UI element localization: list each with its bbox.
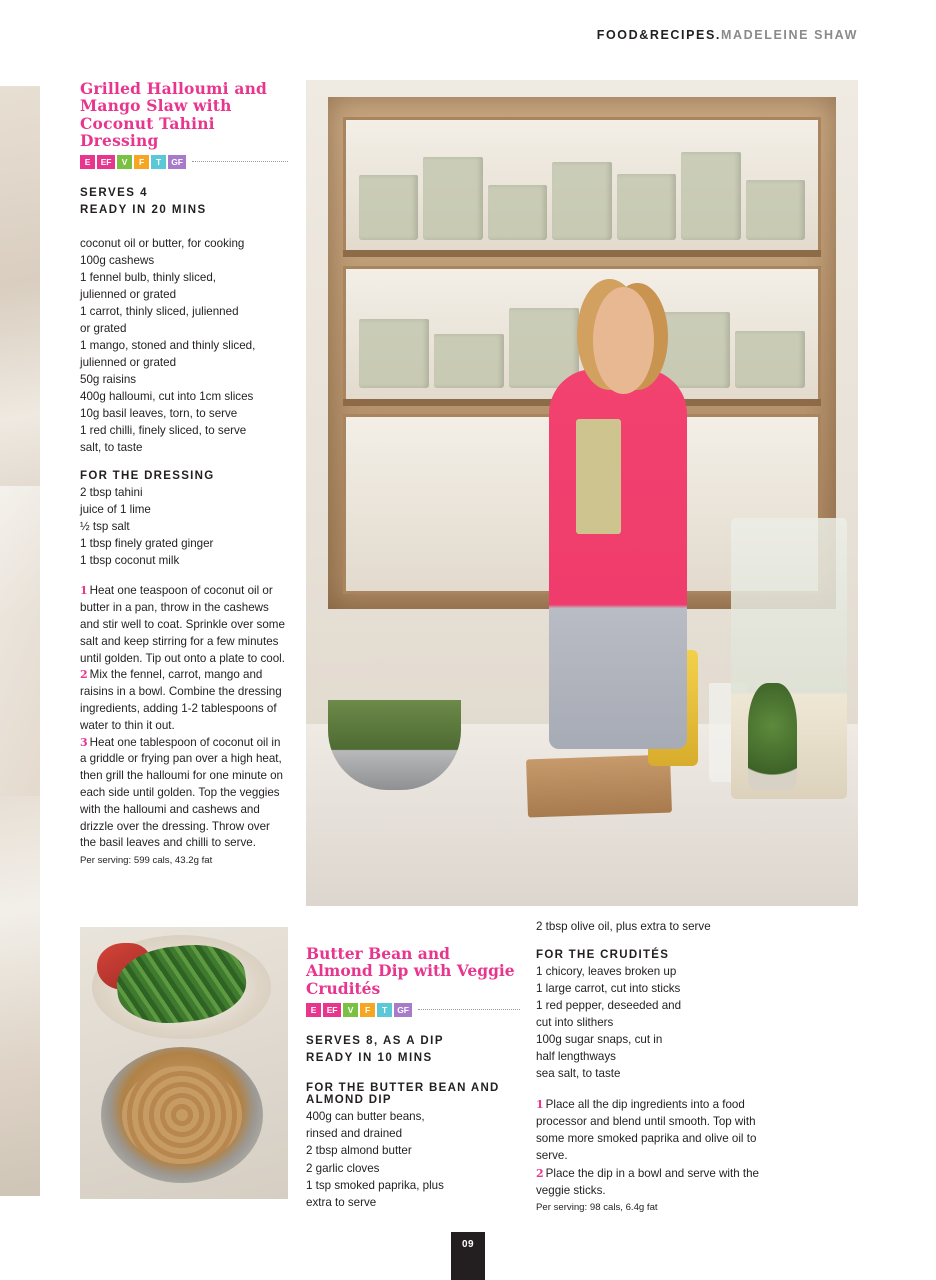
jar	[660, 312, 730, 389]
diet-tag-ef: EF	[97, 155, 115, 169]
ingredient-line: 1 chicory, leaves broken up	[536, 965, 677, 979]
recipe-two-ready: READY IN 10 MINS	[306, 1051, 433, 1064]
ingredient-line: salt, to taste	[80, 441, 143, 455]
dip-swirl	[122, 1066, 243, 1164]
jar	[552, 162, 612, 240]
ingredient-line: half lengthways	[536, 1050, 616, 1064]
jar	[434, 334, 504, 388]
tag-dotted-rule	[418, 1008, 520, 1010]
diet-tag-e: E	[80, 155, 95, 169]
jar	[681, 152, 741, 240]
recipe-two-yield	[306, 1033, 520, 1066]
recipe-one-ingredients	[80, 235, 288, 456]
ingredient-line: 1 red chilli, finely sliced, to serve	[80, 424, 247, 438]
ingredient-line: 2 garlic cloves	[306, 1161, 380, 1175]
recipe-one-nutrition: Per serving: 599 cals, 43.2g fat	[80, 855, 213, 867]
diet-tag-e: E	[306, 1003, 321, 1017]
recipe-two-column-left	[306, 945, 520, 1211]
ingredient-line: 1 red pepper, deseeded and	[536, 999, 682, 1013]
shelf-board	[343, 250, 820, 257]
recipe-two-title: Butter Bean and Almond Dip with Veggie Crudités	[306, 944, 515, 998]
hero-photo	[306, 80, 858, 906]
dip-photo	[80, 927, 288, 1199]
step-number: 2	[80, 668, 88, 682]
ingredient-line: sea salt, to taste	[536, 1067, 621, 1081]
recipe-two-oil-line: 2 tbsp olive oil, plus extra to serve	[536, 920, 711, 933]
recipe-two-tags	[306, 1003, 520, 1017]
step-number: 1	[80, 584, 88, 598]
recipe-one-title: Grilled Halloumi and Mango Slaw with Coconut Tahini Dressing	[80, 79, 268, 151]
diet-tag-gf: GF	[168, 155, 186, 169]
step-text: Place all the dip ingredients into a food processor and blend until smooth. Top with some more smoked paprika and olive oil to serve.	[536, 1098, 757, 1163]
recipe-one-column	[80, 80, 288, 866]
diet-tag-f: F	[360, 1003, 375, 1017]
masthead-brand: FOOD&RECIPES.	[596, 28, 721, 42]
recipe-one-tags	[80, 155, 288, 169]
shelf-jars	[359, 148, 806, 240]
diet-tag-ef: EF	[323, 1003, 341, 1017]
recipe-one-ready: READY IN 20 MINS	[80, 204, 207, 217]
ingredient-line: cut into slithers	[536, 1016, 614, 1030]
step-number: 3	[80, 735, 88, 749]
tag-dotted-rule	[192, 160, 288, 162]
recipe-two-dip-heading: FOR THE BUTTER BEAN AND ALMOND DIP	[306, 1082, 500, 1107]
diet-tag-t: T	[377, 1003, 392, 1017]
ingredient-line: 1 fennel bulb, thinly sliced,	[80, 270, 216, 284]
ingredient-line: 1 tbsp finely grated ginger	[80, 537, 214, 551]
jar	[359, 175, 419, 240]
diet-tag-t: T	[151, 155, 166, 169]
ingredient-line: or grated	[80, 321, 127, 335]
recipe-one-dressing-heading: FOR THE DRESSING	[80, 470, 215, 483]
ingredient-line: 400g halloumi, cut into 1cm slices	[80, 390, 254, 404]
ingredient-line: ½ tsp salt	[80, 520, 130, 534]
step-text: Place the dip in a bowl and serve with the veggie sticks.	[536, 1166, 759, 1197]
recipe-one-method	[80, 583, 288, 852]
ingredient-line: 2 tbsp almond butter	[306, 1144, 412, 1158]
step-text: Heat one tablespoon of coconut oil in a griddle or frying pan over a high heat, then grill the halloumi for one minute on each side until golden. Top the veggies with the halloumi and cashews and drizzle over the dressing. Throw over the basil leaves and chilli to serve.	[80, 735, 284, 850]
step-number: 1	[536, 1098, 544, 1112]
ingredient-line: 400g can butter beans,	[306, 1110, 425, 1124]
ingredient-line: 1 tsp smoked paprika, plus	[306, 1178, 444, 1192]
step-text: Mix the fennel, carrot, mango and raisins in a bowl. Combine the dressing ingredients, adding 1-2 tablespoons of water to thin it out.	[80, 668, 282, 732]
recipe-one-dressing-ingredients	[80, 484, 288, 569]
jar	[423, 157, 483, 240]
ingredient-line: extra to serve	[306, 1195, 377, 1209]
ingredient-line: 1 carrot, thinly sliced, julienned	[80, 304, 239, 318]
masthead-author: MADELEINE SHAW	[721, 28, 858, 42]
diet-tag-v: V	[343, 1003, 358, 1017]
diet-tag-gf: GF	[394, 1003, 412, 1017]
ingredient-line: coconut oil or butter, for cooking	[80, 236, 245, 250]
recipe-two-crudites-ingredients	[536, 963, 768, 1082]
recipe-two-column-right	[536, 918, 768, 1213]
recipe-one-serves: SERVES 4	[80, 187, 149, 200]
ingredient-line: rinsed and drained	[306, 1127, 403, 1141]
jar	[617, 174, 677, 240]
diet-tag-v: V	[117, 155, 132, 169]
jar	[359, 319, 429, 389]
recipe-one-yield	[80, 185, 288, 218]
ingredient-line: julienned or grated	[80, 287, 177, 301]
hero-person-head	[593, 287, 654, 394]
ingredient-line: 50g raisins	[80, 373, 137, 387]
step-text: Heat one teaspoon of coconut oil or butter in a pan, throw in the cashews and stir well to coat. Sprinkle over some salt and keep stirring for a few minutes until golden. Tip out onto a plate to cool.	[80, 584, 285, 665]
masthead	[597, 28, 858, 42]
ingredient-line: julienned or grated	[80, 356, 177, 369]
recipe-two-method	[536, 1096, 768, 1198]
ingredient-line: 1 tbsp coconut milk	[80, 554, 180, 568]
step-number: 2	[536, 1166, 544, 1180]
jar	[488, 185, 548, 240]
page-number: 09	[451, 1232, 485, 1280]
ingredient-line: 2 tbsp tahini	[80, 486, 143, 500]
recipe-two-nutrition: Per serving: 98 cals, 6.4g fat	[536, 1201, 658, 1213]
hero-smoothie-jar	[576, 419, 620, 535]
ingredient-line: juice of 1 lime	[80, 503, 151, 517]
edge-photo	[0, 86, 40, 1196]
jar	[735, 331, 805, 388]
ingredient-line: 100g cashews	[80, 253, 155, 267]
recipe-two-serves: SERVES 8, AS A DIP	[306, 1035, 444, 1048]
diet-tag-f: F	[134, 155, 149, 169]
jar	[746, 180, 806, 240]
ingredient-line: 1 mango, stoned and thinly sliced,	[80, 338, 256, 352]
ingredient-line: 100g sugar snaps, cut in	[536, 1033, 663, 1047]
ingredient-line: 1 large carrot, cut into sticks	[536, 982, 681, 996]
recipe-two-dip-ingredients	[306, 1108, 520, 1210]
hero-plant	[748, 683, 798, 790]
recipe-two-crudites-heading: FOR THE CRUDITÉS	[536, 949, 670, 962]
ingredient-line: 10g basil leaves, torn, to serve	[80, 407, 238, 421]
